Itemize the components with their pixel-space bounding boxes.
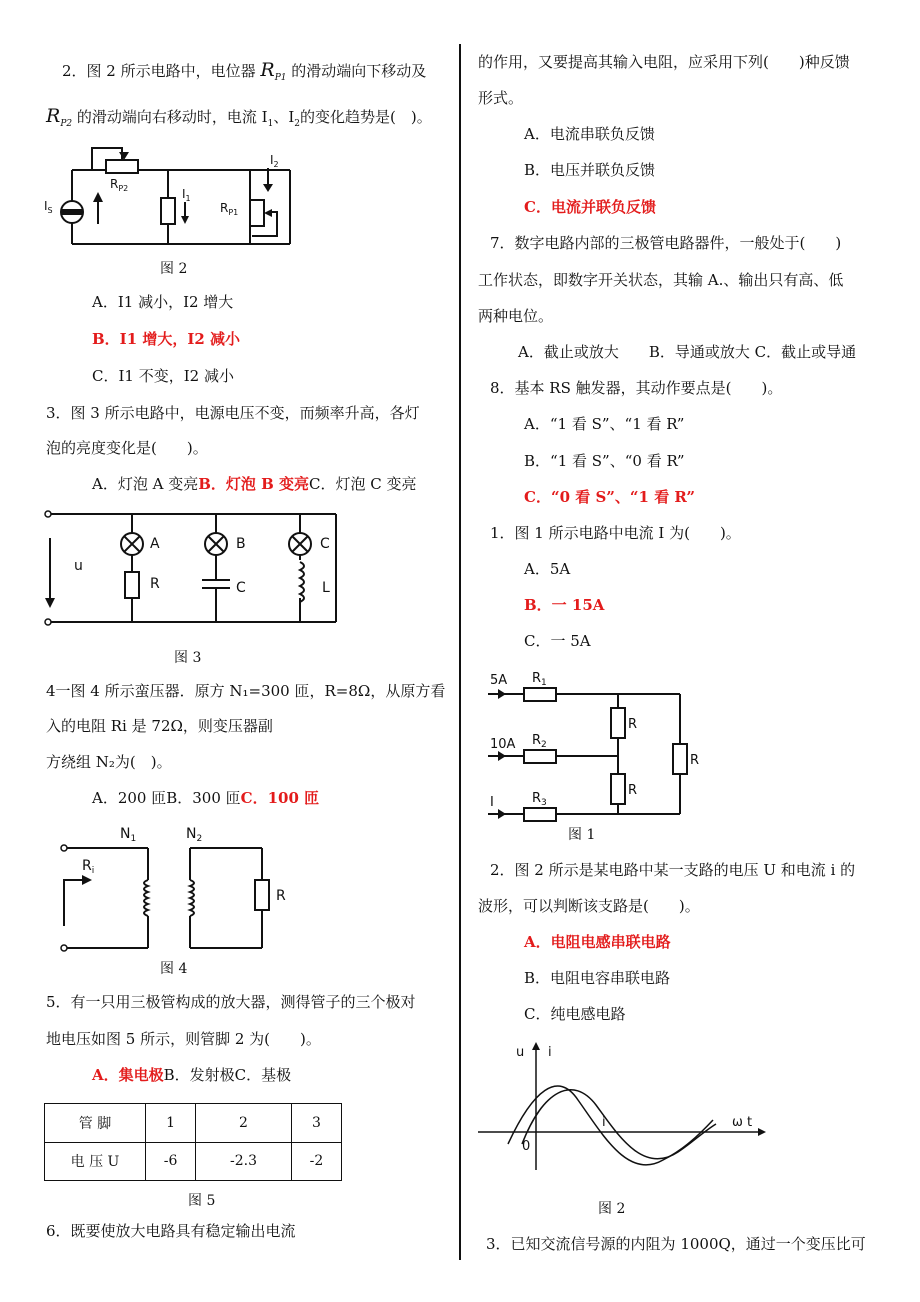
fig2-i2-label: $I_2$: [270, 153, 279, 169]
fig2b-wt-label: ω t: [732, 1115, 753, 1130]
figure-5-caption: 图 5: [188, 1193, 216, 1209]
fig1-r-label: R: [628, 783, 638, 798]
q8-option-c: C．“0 看 S”、“1 看 R”: [524, 488, 695, 506]
table-row: 电 压 U -6 -2.3 -2: [45, 1142, 342, 1181]
fig1-10a-label: 10A: [490, 737, 516, 752]
fig4-n1-label: $N_1$: [120, 826, 137, 844]
figure-5-table: [44, 1103, 342, 1181]
q5-options: A．集电极B．发射极C．基极: [92, 1066, 292, 1084]
fig3-u-label: u: [74, 558, 83, 574]
figure-4-caption: 图 4: [160, 961, 188, 977]
fig1-r2-label: $R_2$: [532, 733, 547, 750]
q2-option-c: C．I1 不变，I2 减小: [92, 367, 234, 385]
q2b-option-c: C．纯电感电路: [524, 1005, 626, 1023]
fig3-a-label: A: [150, 536, 160, 552]
figure-1-caption: 图 1: [568, 827, 596, 843]
fig2b-i-label: i: [548, 1045, 552, 1060]
q3-line2: 泡的亮度变化是( )。: [46, 439, 208, 457]
figure-3-caption: 图 3: [174, 650, 202, 666]
figure-3-circuit: [40, 508, 340, 628]
q3b-line1: 3．已知交流信号源的内阻为 1000Q，通过一个变压比可: [486, 1235, 866, 1253]
r-q6-option-a: A．电流串联负反馈: [524, 125, 655, 143]
fig3-l-label: L: [322, 580, 330, 596]
q2-option-b: B．I1 增大，I2 减小: [92, 330, 241, 348]
fig4-r-label: R: [276, 888, 286, 904]
fig2-i1-label: $I_1$: [182, 187, 191, 203]
q2b-line1: 2．图 2 所示是某电路中某一支路的电压 U 和电流 i 的: [490, 861, 856, 879]
fig3-c-label: C: [320, 536, 330, 552]
r-q6-line3: 形式。: [478, 89, 524, 107]
fig4-ri-label: $R_i$: [82, 858, 95, 876]
fig3-r-label: R: [150, 576, 160, 592]
table-row: 管 脚 1 2 3: [45, 1104, 342, 1143]
q2-line2: $R_{P2}$ 的滑动端向右移动时，电流 $I_1$、$I_2$的变化趋势是( )。: [46, 105, 432, 129]
figure-1-circuit: [484, 664, 724, 824]
q2b-option-a: A．电阻电感串联电路: [524, 933, 671, 951]
q5-line2: 地电压如图 5 所示，则管脚 2 为( )。: [46, 1030, 321, 1048]
figure-2-circuit: [40, 140, 300, 252]
fig1-r-label: R: [628, 717, 638, 732]
q8-option-b: B．“1 看 S”、“0 看 R”: [524, 452, 685, 470]
q3-options: A．灯泡 A 变亮B．灯泡 B 变亮C．灯泡 C 变亮: [92, 475, 417, 493]
q1-option-a: A．5A: [524, 560, 571, 578]
fig2-rp2-label: $R_{P2}$: [110, 177, 129, 193]
q4-options: A．200 匝B．300 匝C．100 匝: [92, 789, 320, 807]
figure-2-waveform: [478, 1040, 778, 1180]
q1-line1: 1．图 1 所示电路中电流 I 为( )。: [490, 524, 741, 542]
fig1-r-label: R: [690, 753, 700, 768]
q8-line1: 8．基本 RS 触发器，其动作要点是( )。: [490, 379, 783, 397]
fig2b-origin-label: 0: [522, 1139, 531, 1154]
column-divider: [459, 44, 461, 1260]
q2-line1: 2．图 2 所示电路中，电位器 $R_{P1}$ 的滑动端向下移动及: [62, 59, 427, 83]
q4-line3: 方绕组 N₂为( )。: [46, 753, 172, 771]
q2b-option-b: B．电阻电容串联电路: [524, 969, 671, 987]
q8-option-a: A．“1 看 S”、“1 看 R”: [524, 415, 685, 433]
q5-line1: 5．有一只用三极管构成的放大器，测得管子的三个极对: [46, 993, 416, 1011]
q7-line1: 7．数字电路内部的三极管电路器件，一般处于( ): [490, 234, 842, 252]
q4-line1: 4一图 4 所示蛮压器．原方 N₁=300 匝，R=8Ω，从原方看: [46, 682, 446, 700]
fig4-n2-label: $N_2$: [186, 826, 203, 844]
q2-option-a: A．I1 减小，I2 增大: [92, 293, 234, 311]
figure-2-caption: 图 2: [160, 261, 188, 277]
q6-line1: 6．既要使放大电路具有稳定输出电流: [46, 1222, 296, 1240]
fig2-rp1-label: $R_{P1}$: [220, 201, 239, 217]
fig3-b-label: B: [236, 536, 246, 552]
fig1-5a-label: 5A: [490, 673, 508, 688]
fig1-r3-label: $R_3$: [532, 791, 547, 808]
q4-line2: 入的电阻 Ri 是 72Ω，则变压器副: [46, 717, 273, 735]
q1-option-c: C．一 5A: [524, 632, 591, 650]
r-q6-option-c: C．电流并联负反馈: [524, 198, 656, 216]
q7-line2: 工作状态，即数字开关状态，其输 A.、输出只有高、低: [478, 271, 844, 289]
q7-line3: 两种电位。: [478, 307, 554, 325]
fig1-r1-label: $R_1$: [532, 671, 547, 688]
q2b-line2: 波形，可以判断该支路是( )。: [478, 897, 700, 915]
fig2b-u-label: u: [516, 1045, 525, 1060]
fig1-i-label: I: [490, 795, 494, 810]
r-q6-option-b: B．电压并联负反馈: [524, 161, 656, 179]
figure-4-transformer: [56, 820, 296, 954]
fig2-is-label: $I_S$: [44, 199, 53, 215]
fig2b-curve-i-label: i: [602, 1115, 606, 1130]
r-q6-line2: 的作用，又要提高其输入电阻，应采用下列( )种反馈: [478, 53, 850, 71]
figure-2b-caption: 图 2: [598, 1201, 626, 1217]
q7-options: A．截止或放大 B．导通或放大 C．截止或导通: [518, 343, 857, 361]
q3-line1: 3．图 3 所示电路中，电源电压不变，而频率升高，各灯: [46, 404, 420, 422]
q1-option-b: B．一 15A: [524, 596, 605, 614]
fig3-cap-label: C: [236, 580, 246, 596]
